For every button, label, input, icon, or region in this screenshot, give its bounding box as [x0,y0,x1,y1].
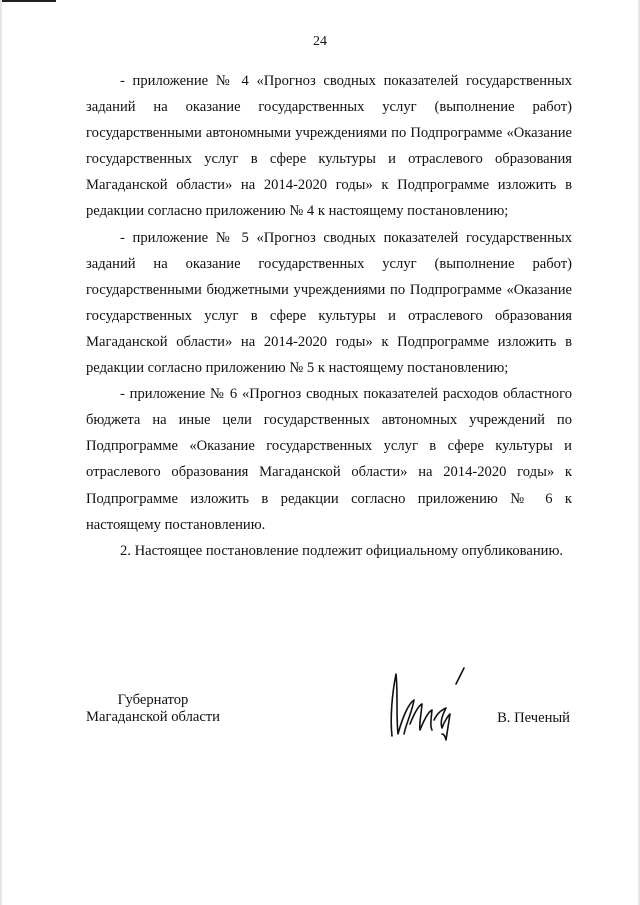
document-body [86,68,572,564]
signer-title-line-1: Губернатор [117,692,189,708]
scan-edge-left [0,0,2,905]
page-number: 24 [313,34,327,49]
signer-name: В. Печеный [497,710,570,726]
scan-edge-mark [0,0,56,2]
paragraph-publication: 2. Настоящее постановление подлежит официальному опубликованию. [120,542,564,559]
paragraph-appendix-6: - приложение № 6 «Прогноз сводных показателей расходов областного бюджета на иные цели государственных автономных учреждений по Подпрограмме «Оказание государственных услуг в сфере культуры и отраслевого образования Магаданской области» на 2014-2020 годы» к Подпрограмме изложить в редакции согласно приложению № 6 к настоящему постановлению. [86,386,572,533]
paragraph-appendix-4: - приложение № 4 «Прогноз сводных показателей государственных заданий на оказание государственных услуг (выполнение работ) государственными автономными учреждениями по Подпрограмме «Оказание государственных услуг в сфере культуры и отраслевого образования Магаданской области» на 2014-2020 годы» к Подпрограмме изложить в редакции согласно приложению № 4 к настоящему постановлению; [86,73,572,220]
handwritten-signature [384,664,474,744]
paragraph-appendix-5: - приложение № 5 «Прогноз сводных показателей государственных заданий на оказание государственных услуг (выполнение работ) государственными бюджетными учреждениями по Подпрограмме «Оказание государственных услуг в сфере культуры и отраслевого образования Магаданской области» на 2014-2020 годы» к Подпрограмме изложить в редакции согласно приложению № 5 к настоящему постановлению; [86,229,572,377]
signer-title-line-2: Магаданской области [86,709,220,725]
signer-title [86,692,220,726]
signature-block [0,686,640,766]
